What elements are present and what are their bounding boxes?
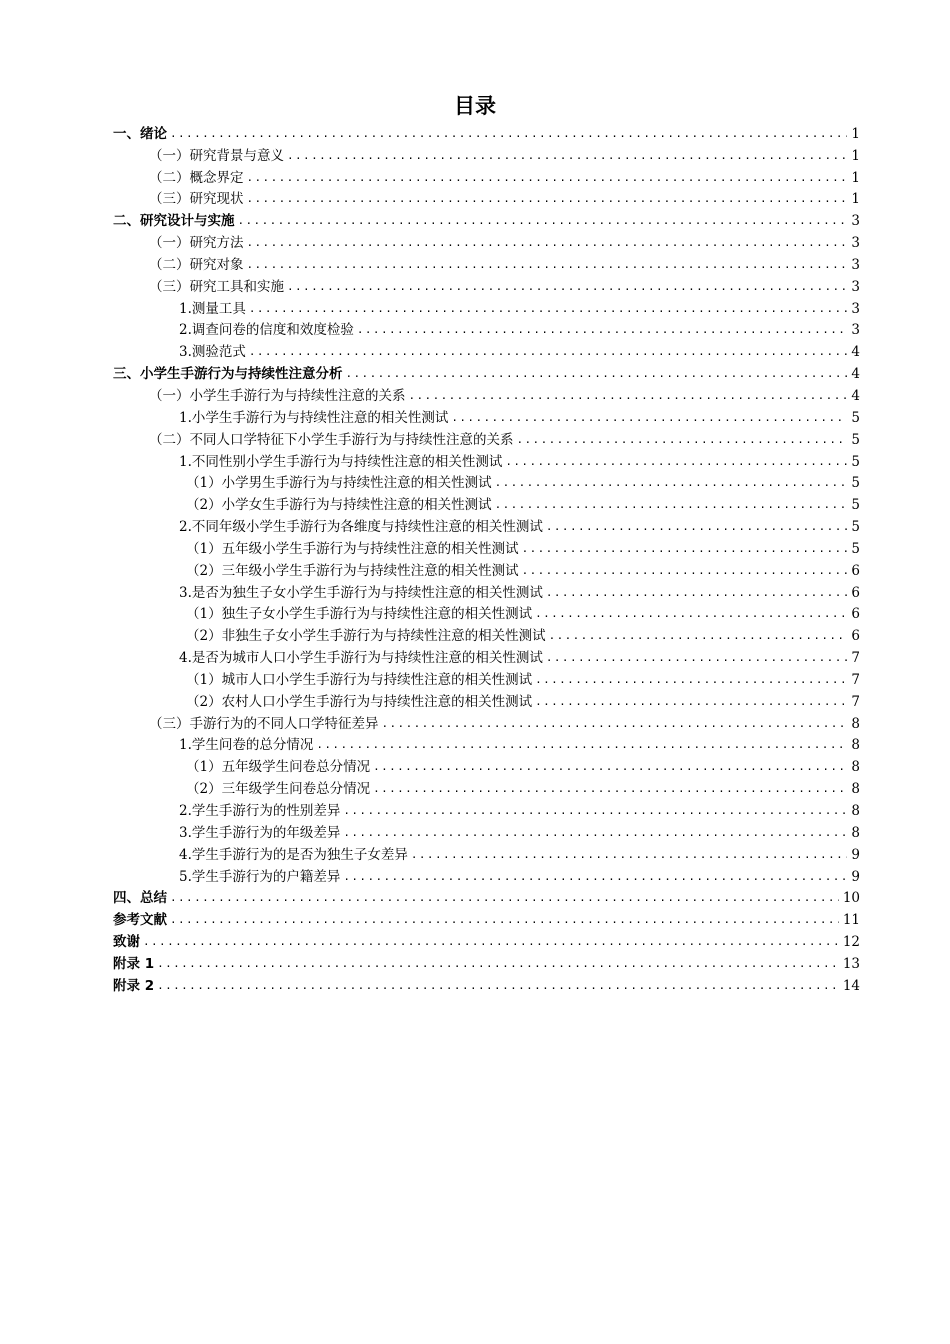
dot-leader	[287, 278, 847, 296]
dot-leader	[517, 431, 848, 449]
toc-entry[interactable]	[113, 252, 860, 274]
dot-leader	[373, 780, 847, 798]
dot-leader	[346, 365, 848, 383]
toc-entry-title: （一）研究背景与意义	[149, 147, 284, 164]
toc-entry[interactable]	[113, 645, 860, 667]
dot-leader	[495, 474, 848, 492]
dot-leader	[343, 868, 847, 886]
dot-leader	[535, 693, 847, 711]
toc-entry-page-number: 5	[851, 475, 860, 492]
toc-entry-title: （二）不同人口学特征下小学生手游行为与持续性注意的关系	[149, 431, 514, 448]
toc-entry-title: 四、总结	[113, 890, 167, 907]
toc-entry[interactable]	[113, 864, 860, 886]
toc-entry-title: 致谢	[113, 934, 140, 951]
toc-entry[interactable]	[113, 973, 860, 995]
toc-entry-page-number: 4	[851, 366, 860, 383]
toc-entry-page-number: 5	[851, 453, 860, 470]
toc-entry-title: 1.学生问卷的总分情况	[179, 737, 314, 754]
toc-entry[interactable]	[113, 383, 860, 405]
toc-entry[interactable]	[113, 776, 860, 798]
dot-leader	[505, 453, 847, 471]
toc-entry-page-number: 8	[851, 715, 860, 732]
toc-entry-page-number: 1	[851, 191, 860, 208]
toc-entry-title: 4.学生手游行为的是否为独生子女差异	[179, 846, 408, 863]
toc-entry[interactable]	[113, 187, 860, 209]
toc-entry-page-number: 7	[851, 671, 860, 688]
toc-entry[interactable]	[113, 623, 860, 645]
toc-entry-page-number: 1	[851, 125, 860, 142]
toc-entry-title: （1）五年级小学生手游行为与持续性注意的相关性测试	[186, 540, 519, 557]
toc-entry-page-number: 14	[842, 977, 860, 994]
toc-entry-page-number: 5	[851, 431, 860, 448]
toc-entry-title: （三）研究工具和实施	[149, 278, 284, 295]
dot-leader	[522, 540, 848, 558]
toc-entry-page-number: 5	[851, 540, 860, 557]
toc-entry[interactable]	[113, 274, 860, 296]
toc-entry-page-number: 6	[851, 606, 860, 623]
dot-leader	[143, 933, 839, 951]
dot-leader	[249, 343, 848, 361]
dot-leader	[247, 190, 848, 208]
dot-leader	[409, 387, 848, 405]
dot-leader	[546, 518, 848, 536]
toc-entry-page-number: 1	[851, 169, 860, 186]
toc-entry[interactable]	[113, 427, 860, 449]
dot-leader	[522, 562, 848, 580]
toc-entry-page-number: 11	[842, 912, 860, 929]
toc-entry-title: （1）独生子女小学生手游行为与持续性注意的相关性测试	[186, 606, 533, 623]
toc-entry-title: 2.不同年级小学生手游行为各维度与持续性注意的相关性测试	[179, 519, 543, 536]
toc-entry-page-number: 10	[842, 890, 860, 907]
toc-entry-page-number: 13	[842, 955, 860, 972]
toc-entry-title: 2.调查问卷的信度和效度检验	[179, 322, 354, 339]
dot-leader	[343, 824, 847, 842]
toc-entry-title: （二）研究对象	[149, 256, 244, 273]
dot-leader	[238, 212, 848, 230]
toc-entry-title: （三）手游行为的不同人口学特征差异	[149, 715, 379, 732]
toc-entry-page-number: 3	[851, 213, 860, 230]
toc-entry-title: （2）小学女生手游行为与持续性注意的相关性测试	[186, 497, 492, 514]
toc-entry[interactable]	[113, 449, 860, 471]
toc-entry-title: （2）农村人口小学生手游行为与持续性注意的相关性测试	[186, 693, 533, 710]
dot-leader	[357, 321, 848, 339]
toc-entry[interactable]	[113, 733, 860, 755]
toc-entry-title: 二、研究设计与实施	[113, 213, 235, 230]
toc-entry[interactable]	[113, 558, 860, 580]
toc-entry-title: （三）研究现状	[149, 191, 244, 208]
dot-leader	[546, 584, 848, 602]
toc-entry-title: （2）非独生子女小学生手游行为与持续性注意的相关性测试	[186, 628, 546, 645]
toc-entry[interactable]	[113, 318, 860, 340]
toc-entry-title: 1.测量工具	[179, 300, 246, 317]
toc-entry-title: （2）三年级小学生手游行为与持续性注意的相关性测试	[186, 562, 519, 579]
toc-entry[interactable]	[113, 929, 860, 951]
toc-entry-title: 1.不同性别小学生手游行为与持续性注意的相关性测试	[179, 453, 503, 470]
toc-entry[interactable]	[113, 296, 860, 318]
dot-leader	[343, 802, 847, 820]
toc-entry[interactable]	[113, 121, 860, 143]
toc-entry-title: 三、小学生手游行为与持续性注意分析	[113, 366, 343, 383]
toc-entry-page-number: 6	[851, 562, 860, 579]
toc-entry-title: 3.测验范式	[179, 344, 246, 361]
toc-entry[interactable]	[113, 143, 860, 165]
toc-entry[interactable]	[113, 165, 860, 187]
toc-entry-page-number: 9	[851, 868, 860, 885]
dot-leader	[411, 846, 848, 864]
toc-entry-page-number: 3	[851, 278, 860, 295]
toc-entry-title: （1）小学男生手游行为与持续性注意的相关性测试	[186, 475, 492, 492]
toc-entry-title: 一、绪论	[113, 125, 167, 142]
toc-entry[interactable]	[113, 471, 860, 493]
toc-entry-title: （2）三年级学生问卷总分情况	[186, 781, 371, 798]
toc-entry-page-number: 4	[851, 387, 860, 404]
dot-leader	[157, 955, 839, 973]
toc-entry[interactable]	[113, 536, 860, 558]
toc-entry[interactable]	[113, 602, 860, 624]
toc-entry-title: 参考文献	[113, 912, 167, 929]
toc-entry-title: （1）五年级学生问卷总分情况	[186, 759, 371, 776]
toc-entry[interactable]	[113, 208, 860, 230]
toc-entry[interactable]	[113, 842, 860, 864]
toc-entry-page-number: 12	[842, 934, 860, 951]
toc-entry[interactable]	[113, 667, 860, 689]
dot-leader	[249, 300, 848, 318]
dot-leader	[170, 889, 839, 907]
toc-entry[interactable]	[113, 230, 860, 252]
dot-leader	[157, 977, 839, 995]
toc-entry-page-number: 5	[851, 519, 860, 536]
dot-leader	[546, 649, 848, 667]
toc-entry[interactable]	[113, 405, 860, 427]
toc-entry-title: 5.学生手游行为的户籍差异	[179, 868, 341, 885]
dot-leader	[247, 234, 848, 252]
toc-entry[interactable]	[113, 361, 860, 383]
toc-entry[interactable]	[113, 492, 860, 514]
toc-entry[interactable]	[113, 514, 860, 536]
toc-entry-page-number: 7	[851, 650, 860, 667]
dot-leader	[382, 715, 848, 733]
toc-entry-page-number: 6	[851, 628, 860, 645]
dot-leader	[535, 671, 847, 689]
toc-entry-page-number: 3	[851, 300, 860, 317]
dot-leader	[495, 496, 848, 514]
dot-leader	[316, 736, 847, 754]
dot-leader	[451, 409, 847, 427]
toc-entry-title: 1.小学生手游行为与持续性注意的相关性测试	[179, 409, 449, 426]
toc-entry-title: 2.学生手游行为的性别差异	[179, 803, 341, 819]
toc-entry-title: （一）研究方法	[149, 235, 244, 252]
toc-entry[interactable]	[113, 820, 860, 842]
dot-leader	[247, 169, 848, 187]
toc-list	[113, 121, 860, 995]
toc-entry-title: 3.是否为独生子女小学生手游行为与持续性注意的相关性测试	[179, 584, 543, 601]
toc-entry-page-number: 4	[851, 344, 860, 361]
toc-entry-page-number: 3	[851, 235, 860, 252]
toc-entry-title: 3.学生手游行为的年级差异	[179, 824, 341, 841]
toc-entry-page-number: 8	[851, 803, 860, 819]
toc-entry[interactable]	[113, 886, 860, 908]
toc-entry-title: （一）小学生手游行为与持续性注意的关系	[149, 387, 406, 404]
toc-entry[interactable]	[113, 580, 860, 602]
toc-entry-page-number: 8	[851, 781, 860, 798]
toc-entry-page-number: 8	[851, 824, 860, 841]
toc-entry-title: 附录 2	[113, 977, 155, 994]
toc-entry[interactable]	[113, 798, 860, 820]
toc-entry-page-number: 5	[851, 409, 860, 426]
toc-entry-page-number: 7	[851, 693, 860, 710]
dot-leader	[549, 627, 848, 645]
toc-entry[interactable]	[113, 951, 860, 973]
toc-entry-page-number: 3	[851, 322, 860, 339]
dot-leader	[170, 911, 839, 929]
dot-leader	[287, 147, 847, 165]
toc-entry-page-number: 8	[851, 737, 860, 754]
toc-entry[interactable]	[113, 907, 860, 929]
dot-leader	[170, 125, 847, 143]
toc-entry-page-number: 5	[851, 497, 860, 514]
dot-leader	[373, 758, 847, 776]
toc-entry-page-number: 6	[851, 584, 860, 601]
toc-title: 目录	[454, 94, 496, 118]
toc-entry-title: （二）概念界定	[149, 169, 244, 186]
toc-entry-title: 4.是否为城市人口小学生手游行为与持续性注意的相关性测试	[179, 650, 543, 667]
dot-leader	[247, 256, 848, 274]
toc-entry[interactable]	[113, 689, 860, 711]
toc-entry-page-number: 9	[851, 846, 860, 863]
toc-entry-page-number: 8	[851, 759, 860, 776]
toc-entry-title: 附录 1	[113, 955, 155, 972]
toc-entry-page-number: 1	[851, 147, 860, 164]
toc-entry-page-number: 3	[851, 256, 860, 273]
toc-entry[interactable]	[113, 339, 860, 361]
dot-leader	[535, 605, 847, 623]
toc-entry[interactable]	[113, 754, 860, 776]
toc-entry[interactable]	[113, 711, 860, 733]
toc-entry-title: （1）城市人口小学生手游行为与持续性注意的相关性测试	[186, 671, 533, 688]
